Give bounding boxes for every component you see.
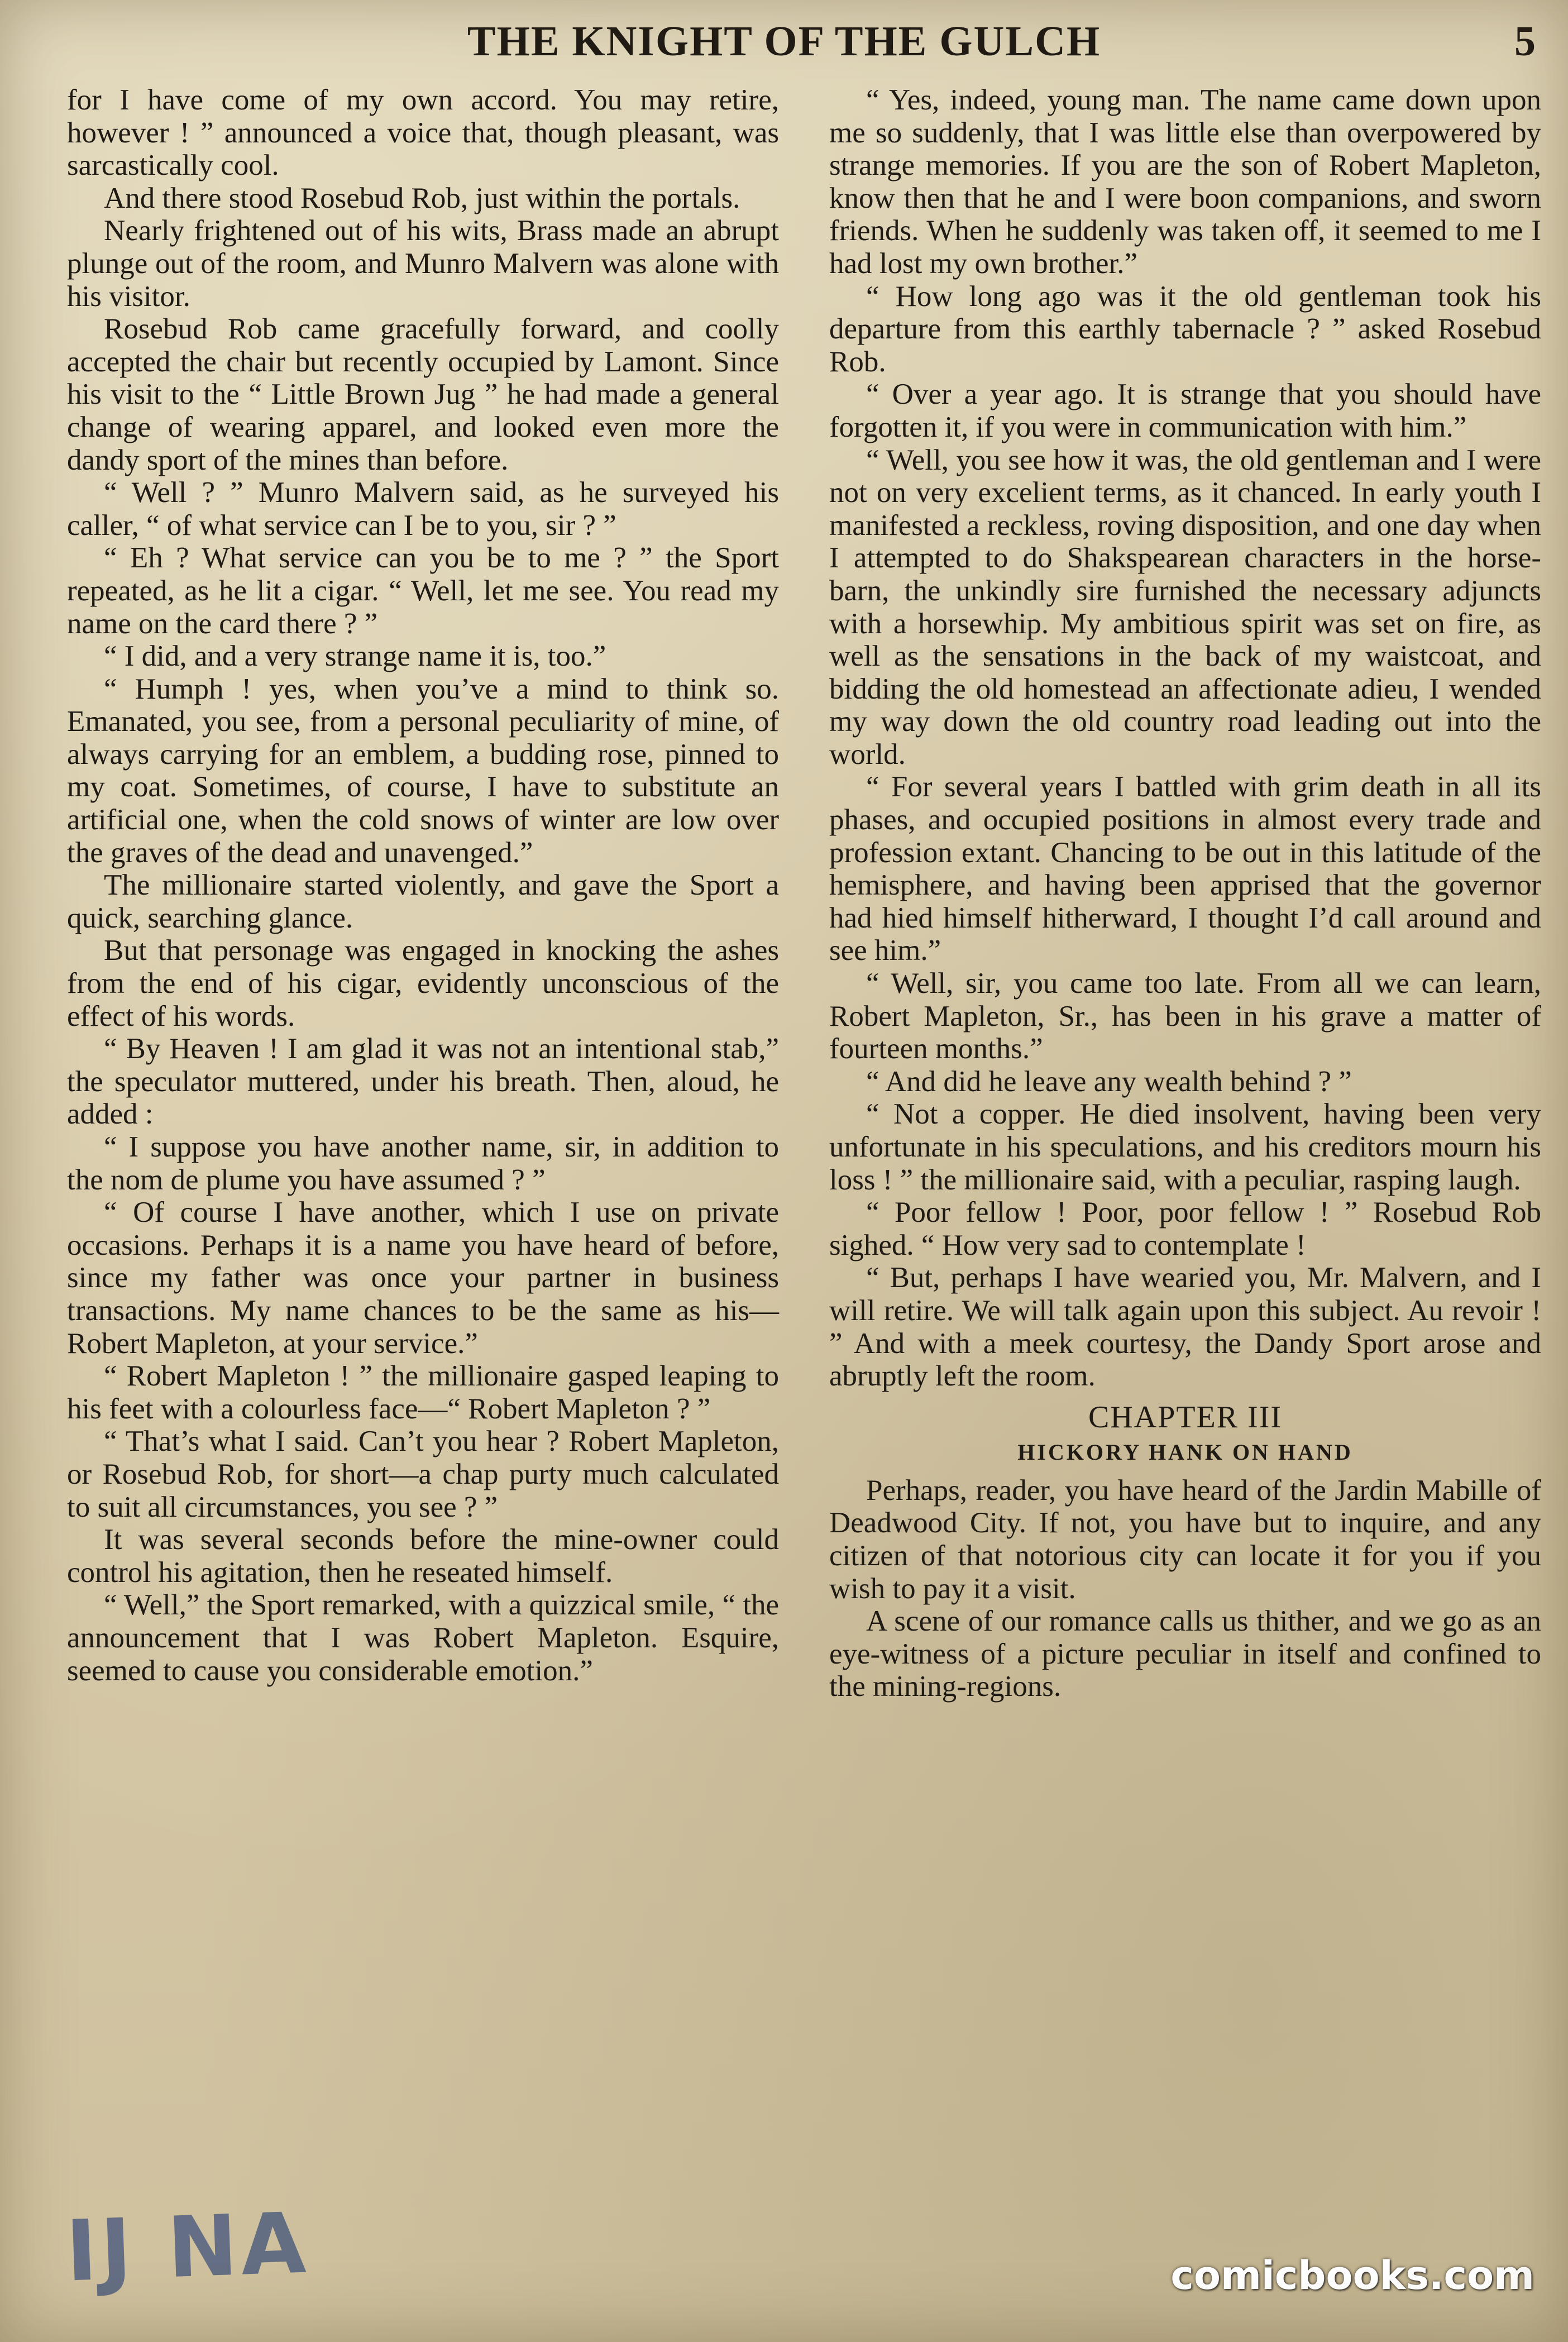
paragraph: “ But, perhaps I have wearied you, Mr. Malvern, and I will retire. We will talk again upon this subject. Au revoir ! ” And with a meek courtesy, the Dandy Sport arose and abruptly left the room. (829, 1261, 1541, 1393)
paragraph: “ Yes, indeed, young man. The name came down upon me so suddenly, that I was little else than overpowered by strange memories. If you are the son of Robert Mapleton, know then that he and I were boon companions, and sworn friends. When he suddenly was taken off, it seemed to me I had lost my own brother.” (829, 84, 1541, 280)
paragraph: “ Not a copper. He died insolvent, having been very unfortunate in his speculations, and his creditors mourn his loss ! ” the millionaire said, with a peculiar, rasping laugh. (829, 1098, 1541, 1196)
running-title: THE KNIGHT OF THE GULCH (467, 18, 1101, 65)
paragraph: “ And did he leave any wealth behind ? ” (866, 1065, 1352, 1098)
paragraph: “ Humph ! yes, when you’ve a mind to think so. Emanated, you see, from a personal peculiarity of mine, of always carrying for an emblem, a budding rose, pinned to my coat. Sometimes, of course, I have to substitute an artificial one, when the cold snows of winter are low over the graves of the dead and unavenged.” (67, 672, 779, 869)
left-column (67, 84, 779, 1687)
paragraph: “ How long ago was it the old gentleman took his departure from this earthly tabernacle ? ” asked Rosebud Rob. (829, 280, 1541, 378)
paragraph: But that personage was engaged in knocking the ashes from the end of his cigar, evidently unconscious of the effect of his words. (67, 934, 779, 1033)
paragraph: And there stood Rosebud Rob, just within the portals. (104, 181, 740, 214)
watermark: comicbooks.com (1170, 2253, 1534, 2298)
paragraph: “ Robert Mapleton ! ” the millionaire gasped leaping to his feet with a colourless face—“ Robert Mapleton ? ” (67, 1360, 779, 1425)
paragraph: “ Well ? ” Munro Malvern said, as he surveyed his caller, “ of what service can I be to you, sir ? ” (67, 476, 779, 542)
paragraph: “ I suppose you have another name, sir, in addition to the nom de plume you have assumed ? ” (67, 1131, 779, 1196)
page-header (0, 16, 1568, 77)
ink-stamp: IJ NA (64, 2195, 311, 2301)
paragraph: Nearly frightened out of his wits, Brass made an abrupt plunge out of the room, and Munro Malvern was alone with his visitor. (67, 214, 779, 313)
paragraph: “ Well, you see how it was, the old gentleman and I were not on very excelient terms, as it chanced. In early youth I manifested a reckless, roving disposition, and one day when I attempted to do Shakspearean characters in the horse-barn, the unkindly sire furnished the necessary adjuncts with a horsewhip. My ambitious spirit was set on fire, as well as the sensations in the back of my waistcoat, and bidding the old homestead an affectionate adieu, I wended my way down the old country road leading out into the world. (829, 443, 1541, 771)
chapter-heading: CHAPTER III (1088, 1399, 1283, 1435)
paragraph: It was several seconds before the mine-owner could control his agitation, then he reseated himself. (67, 1523, 779, 1589)
paragraph: “ Eh ? What service can you be to me ? ” the Sport repeated, as he lit a cigar. “ Well, let me see. You read my name on the card there ? ” (67, 542, 779, 640)
paragraph: Rosebud Rob came gracefully forward, and coolly accepted the chair but recently occupied by Lamont. Since his visit to the “ Little Brown Jug ” he had made a general change of wearing apparel, and looked even more the dandy sport of the mines than before. (67, 313, 779, 476)
paragraph: “ By Heaven ! I am glad it was not an intentional stab,” the speculator muttered, under his breath. Then, aloud, he added : (67, 1033, 779, 1131)
paragraph: “ For several years I battled with grim death in all its phases, and occupied positions in almost every trade and profession extant. Chancing to be out in this latitude of the hemisphere, and having been apprised that the governor had hied himself hitherward, I thought I’d call around and see him.” (829, 771, 1541, 967)
paragraph: “ Of course I have another, which I use on private occasions. Perhaps it is a name you have heard of before, since my father was once your partner in business transactions. My name chances to be the same as his—Robert Mapleton, at your service.” (67, 1196, 779, 1360)
paragraph: “ Well, sir, you came too late. From all we can learn, Robert Mapleton, Sr., has been in his grave a matter of fourteen months.” (829, 967, 1541, 1065)
paragraph: “ Well,” the Sport remarked, with a quizzical smile, “ the announcement that I was Robert Mapleton. Esquire, seemed to cause you considerable emotion.” (67, 1589, 779, 1687)
paragraph: “ I did, and a very strange name it is, too.” (104, 640, 606, 673)
paragraph: “ That’s what I said. Can’t you hear ? Robert Mapleton, or Rosebud Rob, for short—a chap purty much calculated to suit all circumstances, you see ? ” (67, 1425, 779, 1523)
paragraph: “ Poor fellow ! Poor, poor fellow ! ” Rosebud Rob sighed. “ How very sad to contemplate ! (829, 1196, 1541, 1261)
paragraph: Perhaps, reader, you have heard of the Jardin Mabille of Deadwood City. If not, you have but to inquire, and any citizen of that notorious city can locate it for you if you wish to pay it a visit. (829, 1474, 1541, 1605)
page-number: 5 (1514, 18, 1536, 65)
paragraph: A scene of our romance calls us thither, and we go as an eye-witness of a picture peculiar in itself and confined to the mining-regions. (829, 1605, 1541, 1703)
paragraph: The millionaire started violently, and gave the Sport a quick, searching glance. (67, 869, 779, 934)
chapter-subtitle: HICKORY HANK ON HAND (1017, 1439, 1353, 1465)
right-column (829, 84, 1541, 1703)
paragraph: for I have come of my own accord. You may retire, however ! ” announced a voice that, though pleasant, was sarcastically cool. (67, 84, 779, 182)
paragraph: “ Over a year ago. It is strange that you should have forgotten it, if you were in communication with him.” (829, 378, 1541, 443)
